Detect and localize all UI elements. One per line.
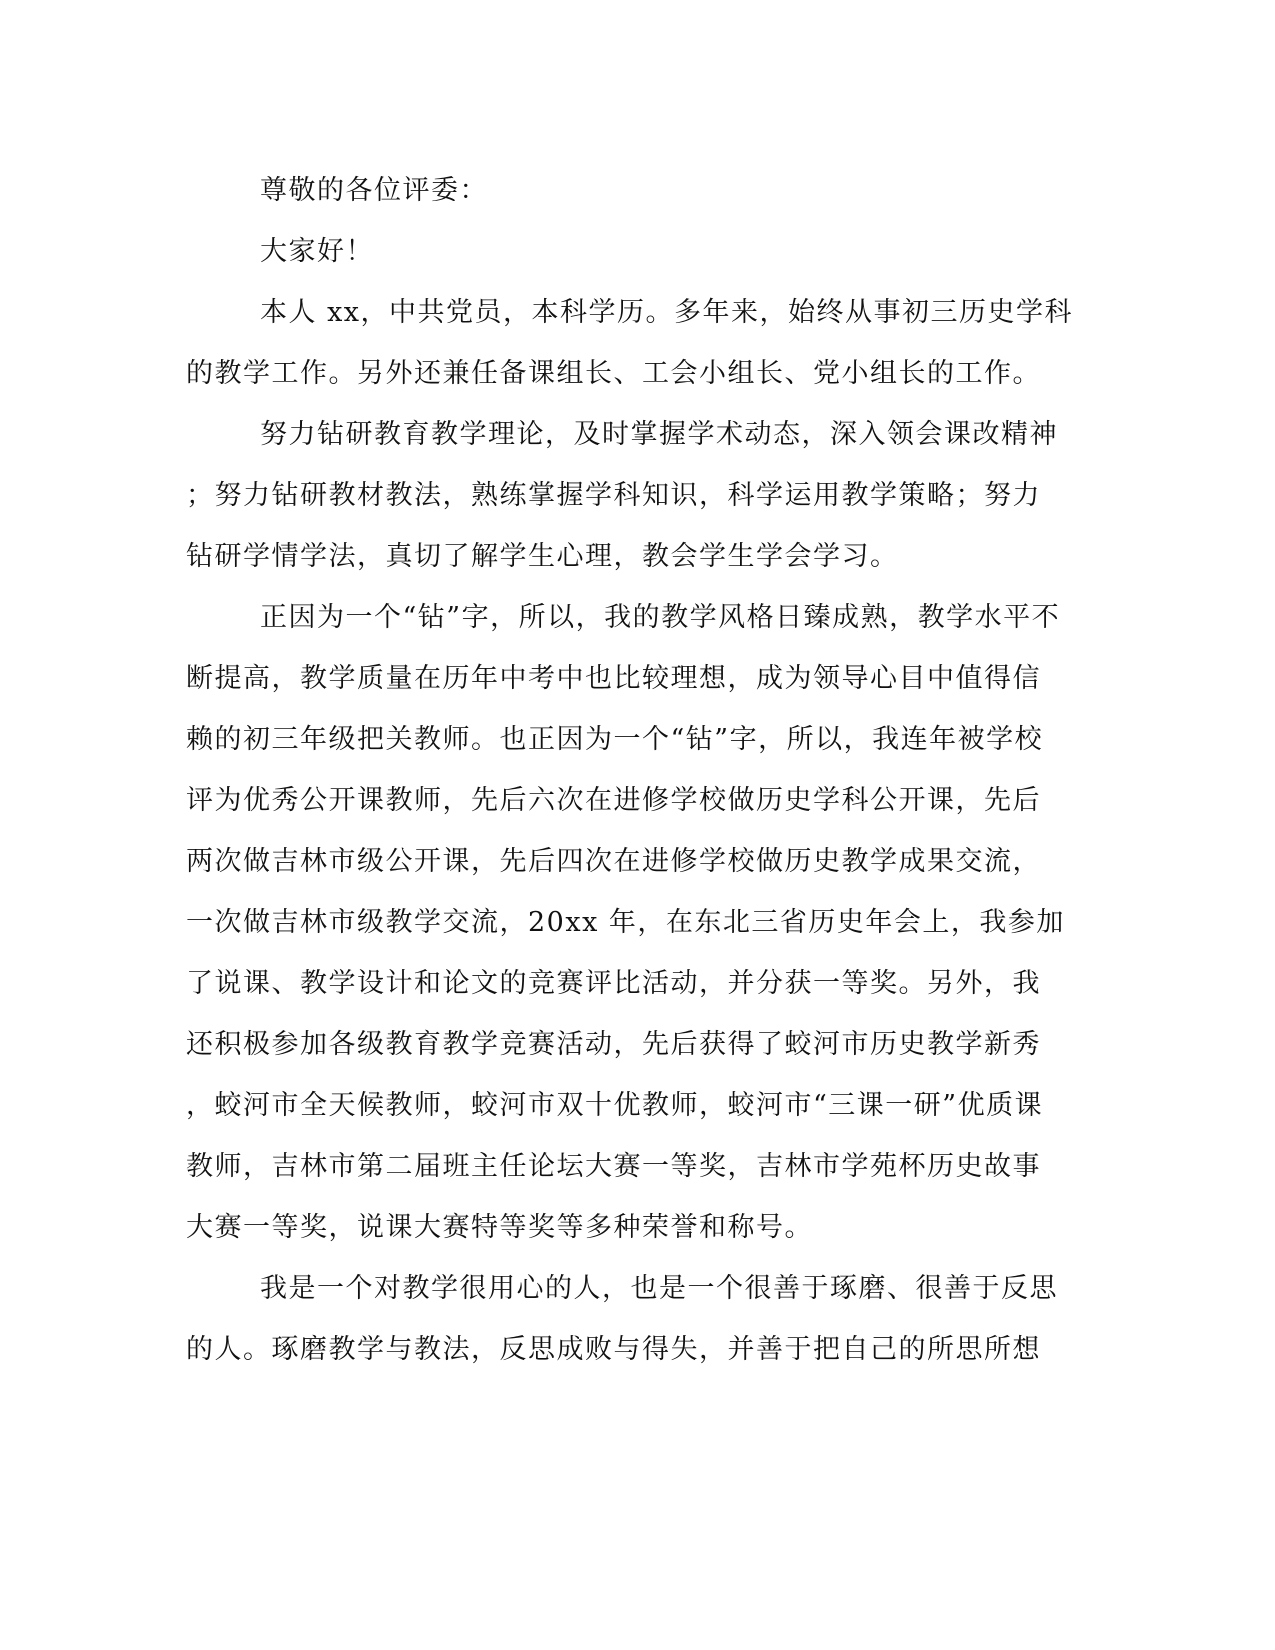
text-line: 还积极参加各级教育教学竞赛活动，先后获得了蛟河市历史教学新秀 xyxy=(186,1029,1041,1060)
text-line: 的教学工作。另外还兼任备课组长、工会小组长、党小组长的工作。 xyxy=(186,358,1041,389)
text-line: 评为优秀公开课教师，先后六次在进修学校做历史学科公开课，先后 xyxy=(186,785,1041,816)
text-line: 两次做吉林市级公开课，先后四次在进修学校做历史教学成果交流， xyxy=(186,846,1041,877)
text-line: 正因为一个“钻”字，所以，我的教学风格日臻成熟，教学水平不 xyxy=(260,602,1061,633)
text-line: 努力钻研教育教学理论，及时掌握学术动态，深入领会课改精神 xyxy=(260,419,1058,450)
text-line: 断提高，教学质量在历年中考中也比较理想，成为领导心目中值得信 xyxy=(186,663,1041,694)
text-line: 教师，吉林市第二届班主任论坛大赛一等奖，吉林市学苑杯历史故事 xyxy=(186,1151,1041,1182)
text-line: ，蛟河市全天候教师，蛟河市双十优教师，蛟河市“三课一研”优质课 xyxy=(186,1090,1044,1121)
document-body xyxy=(186,160,1074,1380)
text-line: 大赛一等奖，说课大赛特等奖等多种荣誉和称号。 xyxy=(186,1212,813,1243)
text-line: 了说课、教学设计和论文的竞赛评比活动，并分获一等奖。另外，我 xyxy=(186,968,1041,999)
text-line: 的人。琢磨教学与教法，反思成败与得失，并善于把自己的所思所想 xyxy=(186,1334,1041,1365)
text-line: 我是一个对教学很用心的人，也是一个很善于琢磨、很善于反思 xyxy=(260,1273,1058,1304)
text-line: 本人 xx，中共党员，本科学历。多年来，始终从事初三历史学科 xyxy=(260,297,1074,328)
text-line: 赖的初三年级把关教师。也正因为一个“钻”字，所以，我连年被学校 xyxy=(186,724,1044,755)
text-line: ；努力钻研教材教法，熟练掌握学科知识，科学运用教学策略；努力 xyxy=(186,480,1041,511)
text-line: 一次做吉林市级教学交流，20xx 年，在东北三省历史年会上，我参加 xyxy=(186,907,1065,938)
greeting-line: 大家好！ xyxy=(260,236,374,267)
salutation-line: 尊敬的各位评委： xyxy=(260,175,488,206)
text-line: 钻研学情学法，真切了解学生心理，教会学生学会学习。 xyxy=(186,541,899,572)
